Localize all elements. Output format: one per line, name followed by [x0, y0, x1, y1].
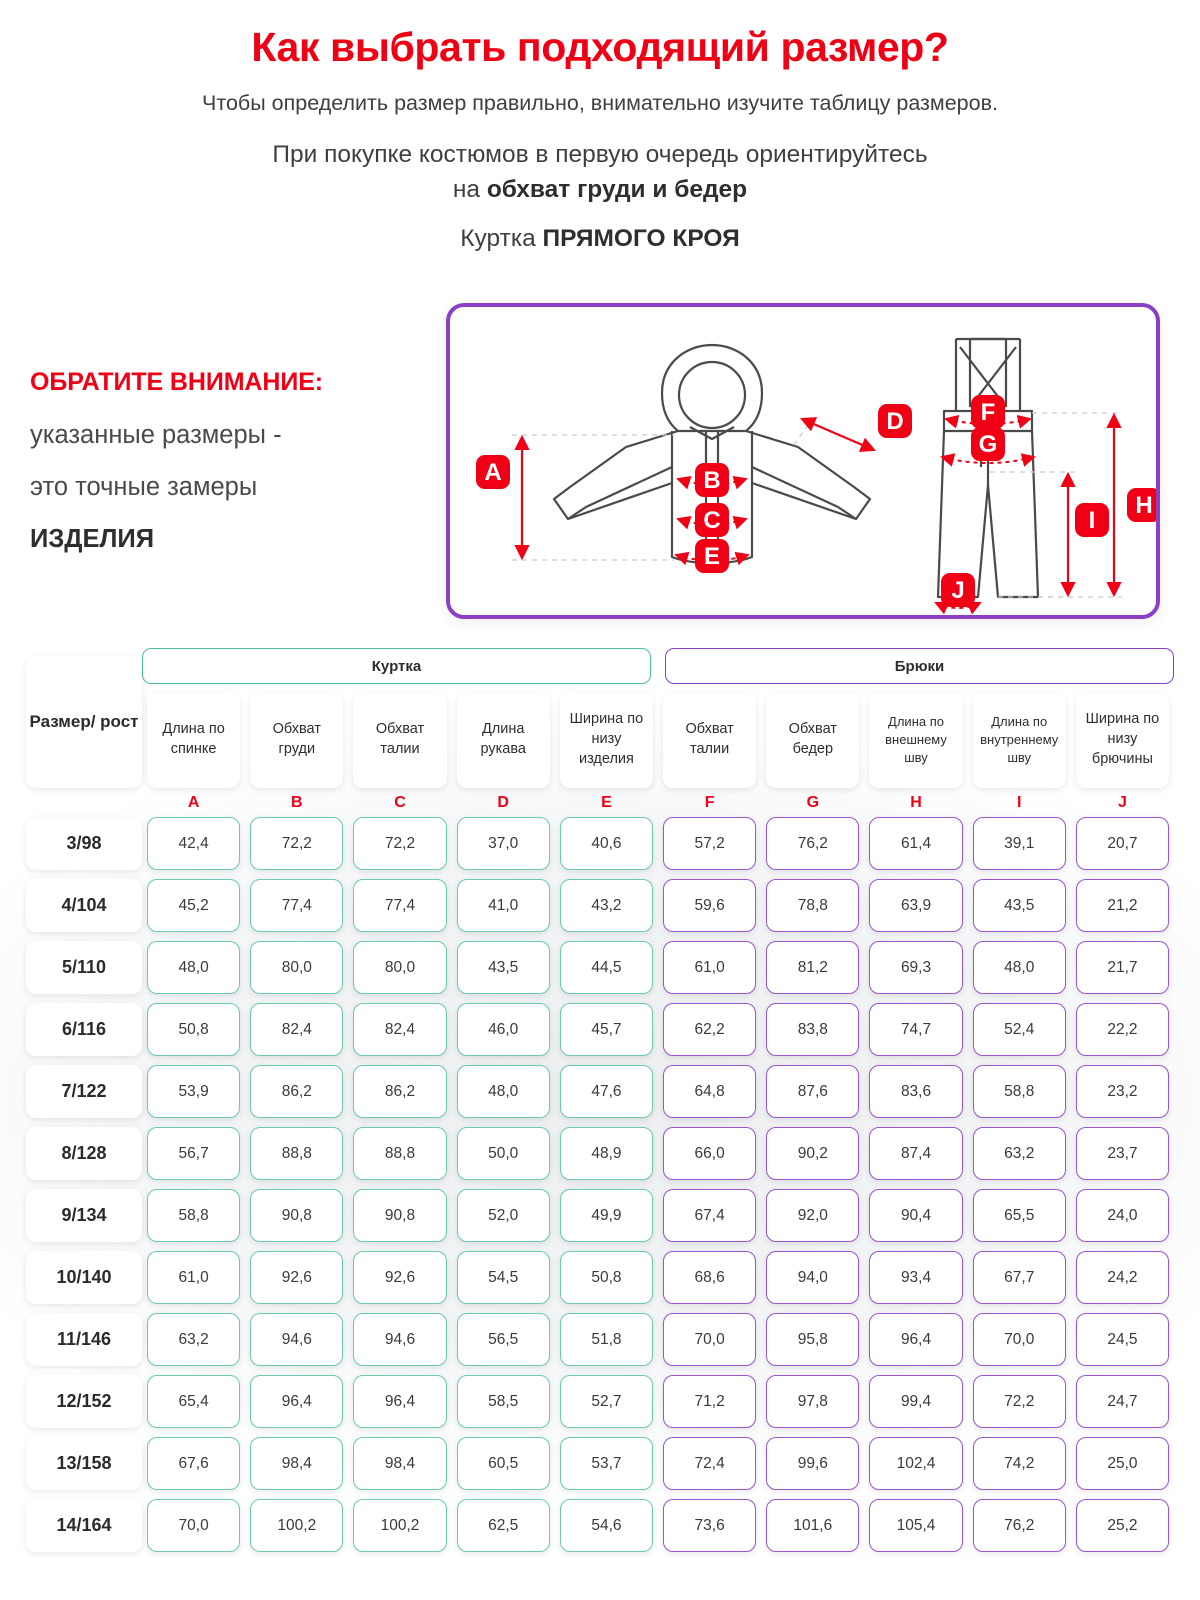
header-subtitle-2-emphasis: обхват груди и бедер: [486, 175, 748, 203]
measurement-cell-f: 68,6: [663, 1251, 756, 1304]
header-subtitle-2-text: При покупке костюмов в первую очередь ориентируйтесь: [272, 141, 928, 169]
measurement-cell-b: 90,8: [250, 1189, 343, 1242]
measurement-cell-i: 58,8: [973, 1065, 1066, 1118]
size-label-cell: 3/98: [26, 817, 142, 870]
measurement-diagram: [450, 307, 1156, 615]
svg-text:C: C: [703, 507, 721, 534]
measurement-cell-d: 48,0: [457, 1065, 550, 1118]
column-header-g: Обхват бедер: [766, 692, 859, 788]
measurement-cell-g: 99,6: [766, 1437, 859, 1490]
header: [0, 0, 1200, 253]
measurement-cell-g: 81,2: [766, 941, 859, 994]
measurement-cell-c: 90,8: [353, 1189, 446, 1242]
column-header-size: Размер/ рост: [26, 656, 142, 788]
attention-note-line-2: это точные замеры: [30, 473, 258, 502]
table-row: [26, 879, 1174, 932]
header-subtitle-3-emphasis: ПРЯМОГО КРОЯ: [542, 224, 740, 252]
measurement-cell-h: 87,4: [869, 1127, 962, 1180]
measurement-cell-g: 76,2: [766, 817, 859, 870]
table-body: [26, 817, 1174, 1552]
measurement-cell-d: 50,0: [457, 1127, 550, 1180]
size-label-cell: 10/140: [26, 1251, 142, 1304]
measurement-cell-b: 92,6: [250, 1251, 343, 1304]
measurement-cell-i: 39,1: [973, 817, 1066, 870]
measurement-cell-g: 101,6: [766, 1499, 859, 1552]
measurement-cell-g: 92,0: [766, 1189, 859, 1242]
measurement-cell-i: 52,4: [973, 1003, 1066, 1056]
measurement-cell-c: 92,6: [353, 1251, 446, 1304]
measurement-cell-a: 48,0: [147, 941, 240, 994]
measurement-cell-j: 21,2: [1076, 879, 1169, 932]
column-letter-a: A: [187, 794, 200, 811]
measurement-cell-f: 66,0: [663, 1127, 756, 1180]
measurement-cell-i: 43,5: [973, 879, 1066, 932]
measurement-cell-e: 51,8: [560, 1313, 653, 1366]
measurement-cell-d: 62,5: [457, 1499, 550, 1552]
measurement-cell-a: 56,7: [147, 1127, 240, 1180]
measurement-cell-a: 42,4: [147, 817, 240, 870]
table-row: [26, 1313, 1174, 1366]
size-label-cell: 13/158: [26, 1437, 142, 1490]
measurement-cell-j: 20,7: [1076, 817, 1169, 870]
table-row: [26, 1251, 1174, 1304]
column-letter-h: H: [910, 794, 922, 811]
attention-note-line-1: указанные размеры -: [30, 421, 282, 449]
measurement-cell-h: 61,4: [869, 817, 962, 870]
measure-a-guides: [512, 435, 674, 560]
group-gap: [651, 648, 665, 684]
measurement-cell-f: 62,2: [663, 1003, 756, 1056]
measurement-cell-h: 74,7: [869, 1003, 962, 1056]
column-header-i: Длина по внутреннему шву: [973, 692, 1066, 788]
column-letter-c: C: [394, 794, 406, 811]
measurement-cell-a: 45,2: [147, 879, 240, 932]
letters-row-spacer: [26, 795, 142, 817]
svg-text:B: B: [703, 467, 721, 494]
table-row: [26, 1189, 1174, 1242]
measurement-diagram-panel: [446, 303, 1160, 619]
measure-d-badge: [878, 404, 912, 438]
group-header-jacket: Куртка: [142, 648, 651, 684]
measurement-cell-e: 47,6: [560, 1065, 653, 1118]
measurement-cell-f: 70,0: [663, 1313, 756, 1366]
measurement-cell-a: 53,9: [147, 1065, 240, 1118]
column-letter-g: G: [806, 794, 820, 811]
measurement-cell-i: 70,0: [973, 1313, 1066, 1366]
pants-illustration: [938, 339, 1038, 597]
measurement-cell-d: 52,0: [457, 1189, 550, 1242]
measurement-cell-d: 41,0: [457, 879, 550, 932]
column-letter-e: E: [601, 794, 612, 811]
measurement-cell-c: 86,2: [353, 1065, 446, 1118]
measurement-cell-e: 43,2: [560, 879, 653, 932]
measurement-cell-h: 69,3: [869, 941, 962, 994]
measurement-cell-h: 90,4: [869, 1189, 962, 1242]
measurement-cell-d: 60,5: [457, 1437, 550, 1490]
table-row: [26, 1375, 1174, 1428]
measurement-cell-b: 80,0: [250, 941, 343, 994]
measurement-cell-j: 24,0: [1076, 1189, 1169, 1242]
measurement-cell-a: 67,6: [147, 1437, 240, 1490]
column-letters-row: [26, 795, 1174, 817]
measurement-cell-j: 24,2: [1076, 1251, 1169, 1304]
measure-a-badge: [476, 455, 510, 489]
column-letter-b: B: [291, 794, 303, 811]
measurement-cell-i: 74,2: [973, 1437, 1066, 1490]
size-label-cell: 7/122: [26, 1065, 142, 1118]
measurement-cell-e: 50,8: [560, 1251, 653, 1304]
header-subtitle-3-prefix: Куртка: [460, 224, 543, 252]
measurement-cell-f: 64,8: [663, 1065, 756, 1118]
column-header-c: Обхват талии: [353, 692, 446, 788]
column-header-j: Ширина по низу брючины: [1076, 692, 1169, 788]
measurement-cell-h: 93,4: [869, 1251, 962, 1304]
measurement-cell-j: 24,5: [1076, 1313, 1169, 1366]
size-label-cell: 8/128: [26, 1127, 142, 1180]
size-label-cell: 12/152: [26, 1375, 142, 1428]
measurement-cell-d: 54,5: [457, 1251, 550, 1304]
measurement-cell-a: 65,4: [147, 1375, 240, 1428]
measurement-cell-d: 37,0: [457, 817, 550, 870]
measure-h-badge: [1127, 488, 1156, 522]
measurement-cell-g: 87,6: [766, 1065, 859, 1118]
measurement-cell-b: 86,2: [250, 1065, 343, 1118]
measurement-cell-c: 98,4: [353, 1437, 446, 1490]
measurement-cell-c: 88,8: [353, 1127, 446, 1180]
column-letter-i: I: [1017, 794, 1022, 811]
header-subtitle-2-prefix: на: [452, 175, 487, 203]
measure-b-badge: [695, 463, 729, 497]
measurement-cell-c: 80,0: [353, 941, 446, 994]
measurement-cell-h: 105,4: [869, 1499, 962, 1552]
measure-j-badge: [941, 573, 975, 607]
table-row: [26, 1499, 1174, 1552]
svg-text:H: H: [1135, 492, 1153, 519]
svg-text:D: D: [886, 408, 904, 435]
measurement-cell-f: 72,4: [663, 1437, 756, 1490]
measurement-cell-c: 94,6: [353, 1313, 446, 1366]
column-header-f: Обхват талии: [663, 692, 756, 788]
measurement-cell-g: 78,8: [766, 879, 859, 932]
measurement-cell-e: 44,5: [560, 941, 653, 994]
measurement-cell-f: 67,4: [663, 1189, 756, 1242]
size-table: [26, 648, 1174, 1561]
measurement-cell-a: 63,2: [147, 1313, 240, 1366]
measurement-cell-i: 72,2: [973, 1375, 1066, 1428]
measure-g-badge: [971, 427, 1005, 461]
measurement-cell-j: 23,2: [1076, 1065, 1169, 1118]
svg-text:G: G: [978, 431, 998, 458]
measurement-cell-f: 61,0: [663, 941, 756, 994]
size-label-cell: 6/116: [26, 1003, 142, 1056]
measurement-cell-c: 82,4: [353, 1003, 446, 1056]
measure-i-guides: [990, 472, 1076, 597]
measurement-cell-c: 72,2: [353, 817, 446, 870]
measurement-cell-g: 95,8: [766, 1313, 859, 1366]
measure-c-badge: [695, 503, 729, 537]
table-row: [26, 1437, 1174, 1490]
attention-note-title: ОБРАТИТЕ ВНИМАНИЕ:: [30, 368, 324, 396]
column-letter-f: F: [704, 794, 715, 811]
measurement-cell-b: 98,4: [250, 1437, 343, 1490]
measurement-cell-j: 24,7: [1076, 1375, 1169, 1428]
measurement-cell-e: 54,6: [560, 1499, 653, 1552]
measurement-cell-d: 43,5: [457, 941, 550, 994]
measurement-cell-a: 70,0: [147, 1499, 240, 1552]
measurement-cell-b: 94,6: [250, 1313, 343, 1366]
measure-e-badge: [695, 539, 729, 573]
measurement-cell-b: 96,4: [250, 1375, 343, 1428]
measurement-cell-b: 72,2: [250, 817, 343, 870]
header-subtitle-3: [0, 225, 1200, 253]
measurement-cell-a: 61,0: [147, 1251, 240, 1304]
measurement-cell-f: 59,6: [663, 879, 756, 932]
measurement-cell-c: 100,2: [353, 1499, 446, 1552]
measure-f-badge: [971, 395, 1005, 429]
svg-text:A: A: [484, 459, 502, 486]
measurement-cell-d: 56,5: [457, 1313, 550, 1366]
measurement-cell-g: 94,0: [766, 1251, 859, 1304]
attention-note-line-3: ИЗДЕЛИЯ: [30, 525, 155, 554]
measurement-cell-c: 96,4: [353, 1375, 446, 1428]
column-header-e: Ширина по низу изделия: [560, 692, 653, 788]
measurement-cell-i: 65,5: [973, 1189, 1066, 1242]
column-header-d: Длина рукава: [457, 692, 550, 788]
measurement-cell-e: 40,6: [560, 817, 653, 870]
measurement-cell-h: 63,9: [869, 879, 962, 932]
table-row: [26, 817, 1174, 870]
measurement-cell-i: 76,2: [973, 1499, 1066, 1552]
measurement-cell-e: 52,7: [560, 1375, 653, 1428]
measurement-cell-j: 25,0: [1076, 1437, 1169, 1490]
measurement-cell-b: 100,2: [250, 1499, 343, 1552]
svg-text:F: F: [980, 399, 996, 426]
measurement-cell-d: 46,0: [457, 1003, 550, 1056]
measurement-cell-e: 49,9: [560, 1189, 653, 1242]
size-label-cell: 4/104: [26, 879, 142, 932]
measurement-cell-i: 48,0: [973, 941, 1066, 994]
measurement-cell-j: 23,7: [1076, 1127, 1169, 1180]
measurement-cell-b: 77,4: [250, 879, 343, 932]
table-row: [26, 1003, 1174, 1056]
table-row: [26, 1127, 1174, 1180]
measurement-cell-a: 58,8: [147, 1189, 240, 1242]
page-title: Как выбрать подходящий размер?: [251, 24, 949, 70]
measurement-cell-h: 99,4: [869, 1375, 962, 1428]
header-subtitle-2: [0, 138, 1200, 208]
measure-d-arrow: [802, 419, 874, 450]
size-label-cell: 5/110: [26, 941, 142, 994]
table-header-row: [26, 692, 1174, 788]
measurement-cell-j: 22,2: [1076, 1003, 1169, 1056]
measurement-cell-f: 71,2: [663, 1375, 756, 1428]
attention-note: [30, 368, 430, 553]
column-header-a: Длина по спинке: [147, 692, 240, 788]
measurement-cell-d: 58,5: [457, 1375, 550, 1428]
measure-h-guides: [1032, 413, 1122, 597]
size-label-cell: 9/134: [26, 1189, 142, 1242]
measurement-cell-h: 96,4: [869, 1313, 962, 1366]
measurement-cell-b: 88,8: [250, 1127, 343, 1180]
measurement-cell-i: 63,2: [973, 1127, 1066, 1180]
svg-text:J: J: [951, 577, 965, 604]
table-row: [26, 941, 1174, 994]
measurement-cell-f: 57,2: [663, 817, 756, 870]
column-letter-d: D: [497, 794, 509, 811]
measurement-cell-e: 48,9: [560, 1127, 653, 1180]
group-header-pants: Брюки: [665, 648, 1174, 684]
size-label-cell: 14/164: [26, 1499, 142, 1552]
table-row: [26, 1065, 1174, 1118]
measurement-cell-g: 83,8: [766, 1003, 859, 1056]
measurement-cell-a: 50,8: [147, 1003, 240, 1056]
measurement-cell-g: 90,2: [766, 1127, 859, 1180]
svg-text:I: I: [1088, 507, 1096, 534]
header-subtitle-1: Чтобы определить размер правильно, внимательно изучите таблицу размеров.: [202, 91, 998, 116]
measurement-cell-b: 82,4: [250, 1003, 343, 1056]
measurement-cell-j: 25,2: [1076, 1499, 1169, 1552]
measurement-cell-f: 73,6: [663, 1499, 756, 1552]
column-letter-j: J: [1117, 794, 1127, 811]
svg-text:E: E: [703, 543, 721, 570]
table-group-row: [26, 648, 1174, 684]
measure-i-badge: [1075, 503, 1109, 537]
measurement-cell-h: 83,6: [869, 1065, 962, 1118]
measurement-cell-i: 67,7: [973, 1251, 1066, 1304]
measurement-cell-j: 21,7: [1076, 941, 1169, 994]
column-header-h: Длина по внешнему шву: [869, 692, 962, 788]
size-label-cell: 11/146: [26, 1313, 142, 1366]
measurement-cell-g: 97,8: [766, 1375, 859, 1428]
column-header-b: Обхват груди: [250, 692, 343, 788]
measurement-cell-e: 45,7: [560, 1003, 653, 1056]
measurement-cell-h: 102,4: [869, 1437, 962, 1490]
measurement-cell-e: 53,7: [560, 1437, 653, 1490]
measurement-cell-c: 77,4: [353, 879, 446, 932]
